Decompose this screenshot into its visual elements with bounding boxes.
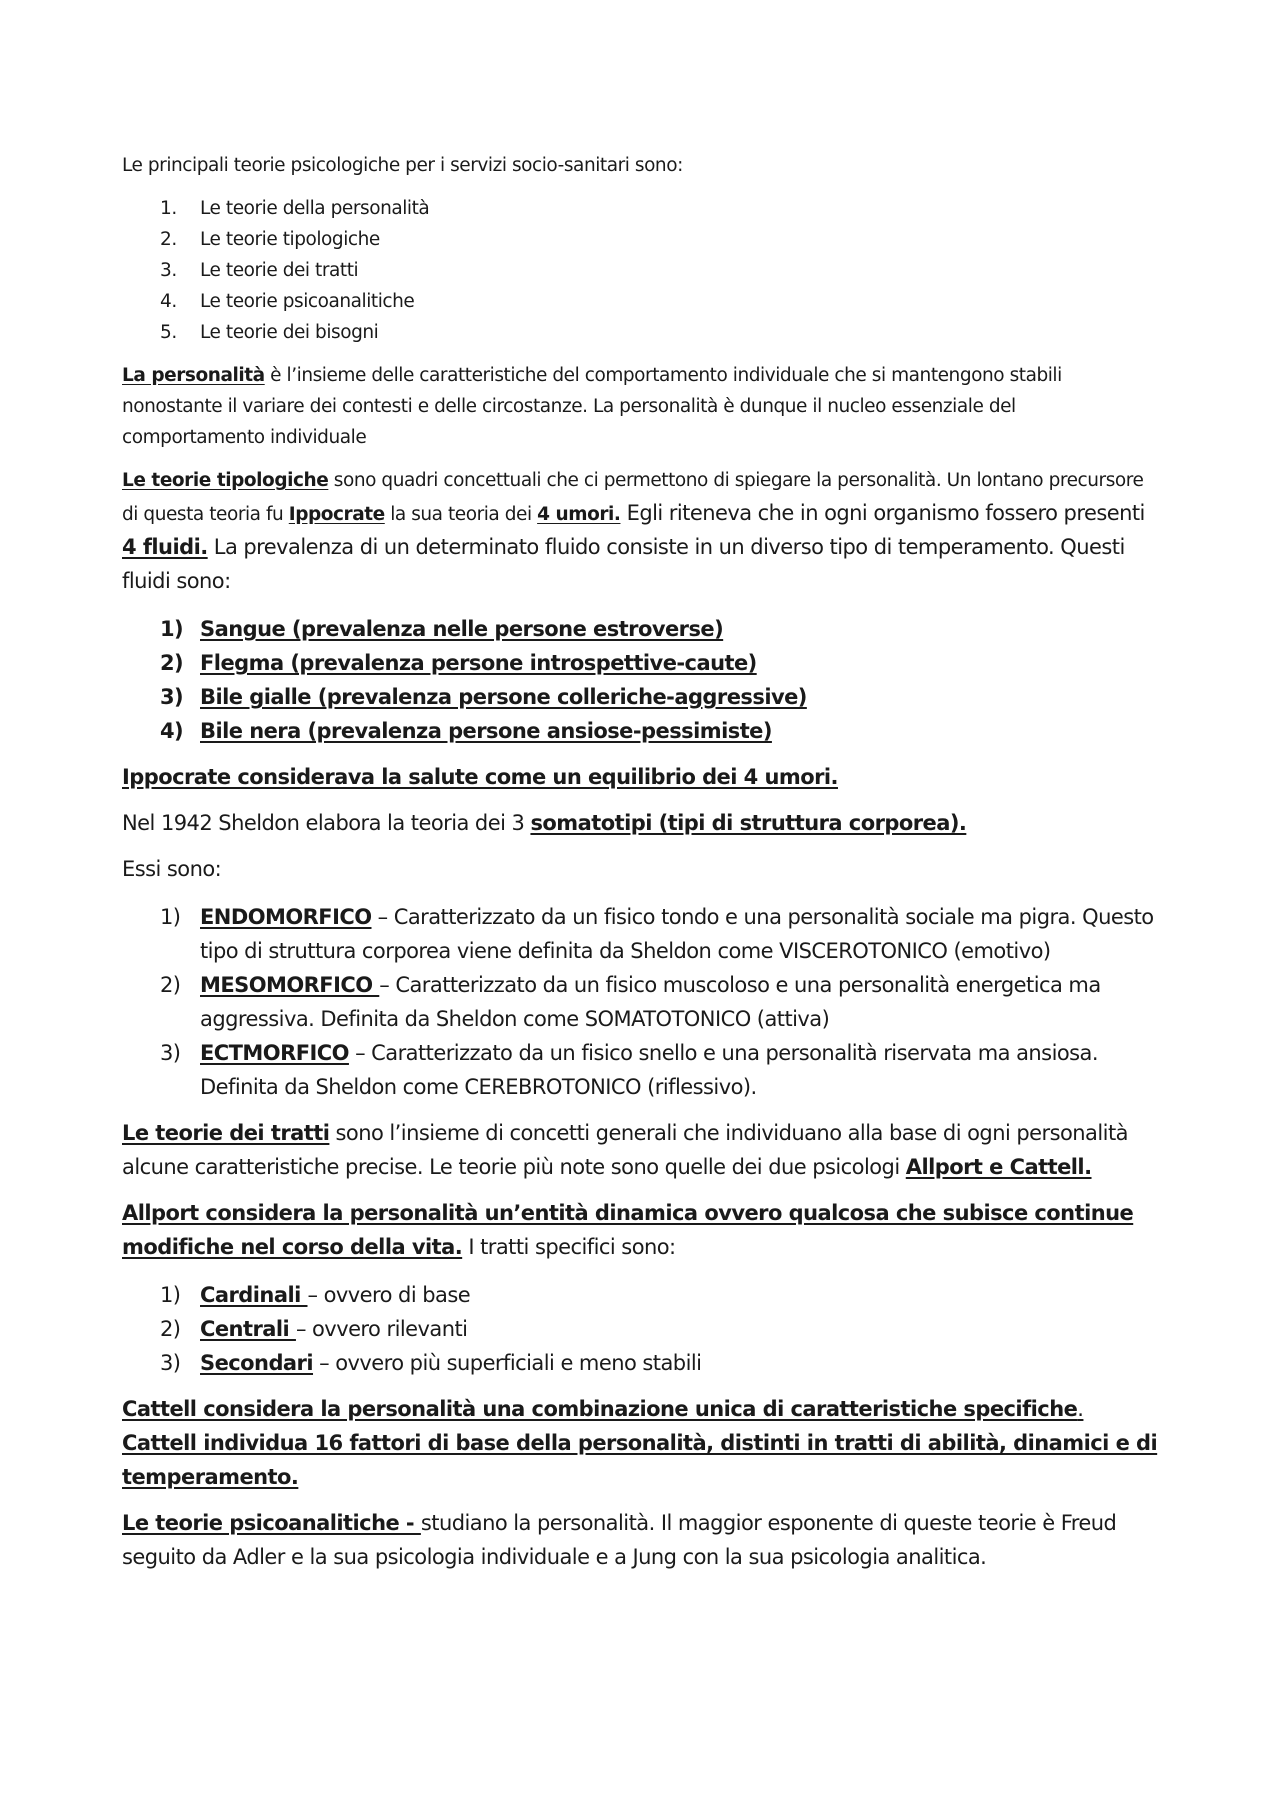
somatotypes-term: somatotipi (tipi di struttura corporea). xyxy=(530,811,967,835)
list-item: 3) Bile gialle (prevalenza persone colleriche-aggressive) xyxy=(160,685,807,709)
personality-term: La personalità xyxy=(122,365,265,386)
essi-paragraph: Essi sono: xyxy=(122,857,222,881)
fluidi-term: 4 fluidi. xyxy=(122,535,208,559)
list-item: 1) Sangue (prevalenza nelle persone estroverse) xyxy=(160,617,724,641)
list-item: 5. Le teorie dei bisogni xyxy=(160,322,379,343)
list-item: 1) Cardinali – ovvero di base xyxy=(160,1283,471,1307)
sheldon-paragraph: Nel 1942 Sheldon elabora la teoria dei 3 somatotipi (tipi di struttura corporea). xyxy=(122,811,967,835)
list-item: 3) Secondari – ovvero più superficiali e meno stabili xyxy=(160,1351,702,1375)
list-item: 2) MESOMORFICO – Caratterizzato da un fisico muscoloso e una personalità energetica ma aggressiva. Definita da Sheldon come SOMATOTONICO (attiva) xyxy=(160,973,1101,1031)
list-item: 2) Centrali – ovvero rilevanti xyxy=(160,1317,468,1341)
list-item: 2. Le teorie tipologiche xyxy=(160,229,380,250)
ippocrate-term: Ippocrate xyxy=(288,504,385,525)
list-item: 3. Le teorie dei tratti xyxy=(160,260,359,281)
list-item: 1. Le teorie della personalità xyxy=(160,198,430,219)
allport-paragraph: Allport considera la personalità un’entità dinamica ovvero qualcosa che subisce continue modifiche nel corso della vita. I tratti specifici sono: xyxy=(122,1201,1134,1259)
list-item: 4. Le teorie psicoanalitiche xyxy=(160,291,415,312)
typological-term: Le teorie tipologiche xyxy=(122,470,329,491)
psychoanalytic-paragraph: Le teorie psicoanalitiche - studiano la personalità. Il maggior esponente di queste teorie è Freud seguito da Adler e la sua psicologia individuale e a Jung con la sua psicologia analitica. xyxy=(122,1511,1117,1569)
cattell-paragraph: Cattell considera la personalità una combinazione unica di caratteristiche specifiche. Cattell individua 16 fattori di base della personalità, distinti in tratti di abilità, dinamici e di temperamento. xyxy=(122,1397,1158,1489)
list-item: 1) ENDOMORFICO – Caratterizzato da un fisico tondo e una personalità sociale ma pigra. Questo tipo di struttura corporea viene definita da Sheldon come VISCEROTONICO (emotivo) xyxy=(160,905,1154,963)
health-paragraph: Ippocrate considerava la salute come un equilibrio dei 4 umori. xyxy=(122,765,838,789)
allport-cattell-term: Allport e Cattell. xyxy=(905,1155,1092,1179)
intro-paragraph: Le principali teorie psicologiche per i servizi socio-sanitari sono: xyxy=(122,155,683,176)
umori-term: 4 umori. xyxy=(537,504,621,525)
list-item: 2) Flegma (prevalenza persone introspettive-caute) xyxy=(160,651,757,675)
list-item: 3) ECTMORFICO – Caratterizzato da un fisico snello e una personalità riservata ma ansiosa. Definita da Sheldon come CEREBROTONICO (riflessivo). xyxy=(160,1041,1098,1099)
theories-list xyxy=(122,193,1162,348)
traits-paragraph: Le teorie dei tratti sono l’insieme di concetti generali che individuano alla base di ogni personalità alcune caratteristiche precise. Le teorie più note sono quelle dei due psicologi Allport e Cattell. xyxy=(122,1121,1128,1179)
list-item: 4) Bile nera (prevalenza persone ansiose-pessimiste) xyxy=(160,719,772,743)
fluids-list xyxy=(122,612,1162,748)
psychoanalytic-term: Le teorie psicoanalitiche - xyxy=(122,1511,421,1535)
personality-paragraph: La personalità è l’insieme delle caratteristiche del comportamento individuale che si mantengono stabili nonostante il variare dei contesti e delle circostanze. La personalità è dunque il nucleo essenziale del comportamento individuale xyxy=(122,365,1062,448)
typological-paragraph: Le teorie tipologiche sono quadri concettuali che ci permettono di spiegare la personalità. Un lontano precursore di questa teoria fu Ippocrate la sua teoria dei 4 umori. Egli riteneva che in ogni organismo fossero presenti 4 fluidi. La prevalenza di un determinato fluido consiste in un diverso tipo di temperamento. Questi fluidi sono: xyxy=(122,470,1145,593)
specific-traits-list xyxy=(122,1278,1162,1380)
somatotypes-list xyxy=(122,900,1162,1104)
traits-term: Le teorie dei tratti xyxy=(122,1121,330,1145)
